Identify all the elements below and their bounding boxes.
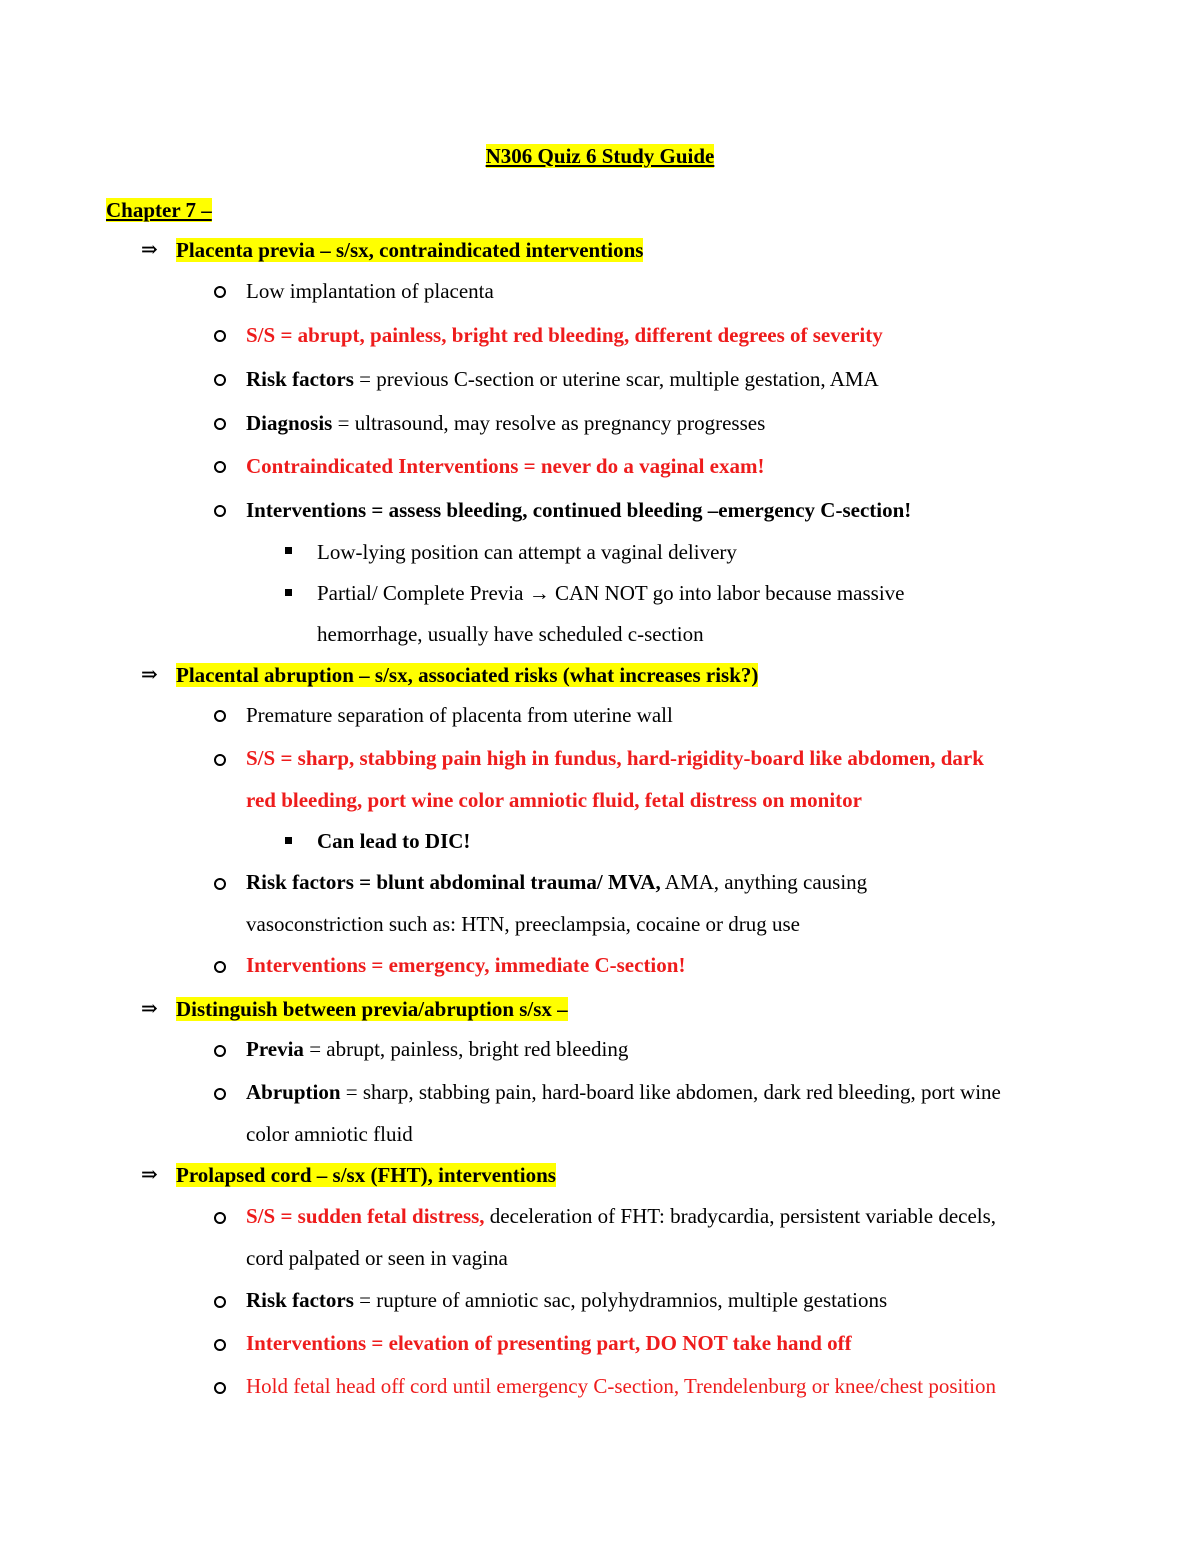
list-item: S/S = abrupt, painless, bright red bleeding, different degrees of severity: [246, 323, 883, 347]
circle-bullet-icon: [214, 1045, 226, 1057]
list-item: Interventions = emergency, immediate C-section!: [246, 953, 686, 977]
circle-bullet-icon: [214, 505, 226, 517]
list-item-continuation: red bleeding, port wine color amniotic fluid, fetal distress on monitor: [246, 788, 862, 812]
circle-bullet-icon: [214, 710, 226, 722]
list-item: S/S = sharp, stabbing pain high in fundus, hard-rigidity-board like abdomen, dark: [246, 746, 984, 770]
list-item: Interventions = assess bleeding, continued bleeding –emergency C-section!: [246, 498, 912, 522]
sub-list-item: Can lead to DIC!: [317, 829, 471, 853]
sub-list-item: Low-lying position can attempt a vaginal delivery: [317, 540, 737, 564]
list-item: Risk factors = previous C-section or uterine scar, multiple gestation, AMA: [246, 367, 879, 391]
list-item: Contraindicated Interventions = never do a vaginal exam!: [246, 454, 765, 478]
circle-bullet-icon: [214, 461, 226, 473]
list-item: S/S = sudden fetal distress, deceleration of FHT: bradycardia, persistent variable decels,: [246, 1204, 997, 1228]
list-item: Hold fetal head off cord until emergency C-section, Trendelenburg or knee/chest position: [246, 1374, 996, 1398]
list-item-continuation: color amniotic fluid: [246, 1122, 413, 1146]
double-arrow-bullet-icon: ⇒: [141, 664, 158, 686]
section-heading-prolapsed-cord: Prolapsed cord – s/sx (FHT), interventions: [176, 1163, 556, 1187]
square-bullet-icon: [285, 547, 292, 554]
circle-bullet-icon: [214, 1339, 226, 1351]
double-arrow-bullet-icon: ⇒: [141, 1164, 158, 1186]
chapter-text: Chapter 7 –: [106, 198, 212, 222]
section-heading-abruption: Placental abruption – s/sx, associated risks (what increases risk?): [176, 663, 759, 687]
circle-bullet-icon: [214, 330, 226, 342]
circle-bullet-icon: [214, 418, 226, 430]
circle-bullet-icon: [214, 1296, 226, 1308]
list-item: Low implantation of placenta: [246, 279, 494, 303]
list-item-continuation: cord palpated or seen in vagina: [246, 1246, 508, 1270]
circle-bullet-icon: [214, 754, 226, 766]
list-item: Diagnosis = ultrasound, may resolve as pregnancy progresses: [246, 411, 766, 435]
circle-bullet-icon: [214, 878, 226, 890]
list-item-continuation: vasoconstriction such as: HTN, preeclampsia, cocaine or drug use: [246, 912, 800, 936]
circle-bullet-icon: [214, 1088, 226, 1100]
list-item: Risk factors = rupture of amniotic sac, polyhydramnios, multiple gestations: [246, 1288, 888, 1312]
list-item: Risk factors = blunt abdominal trauma/ MVA, AMA, anything causing: [246, 870, 868, 894]
section-heading-distinguish: Distinguish between previa/abruption s/sx –: [176, 997, 568, 1021]
sub-list-item-continuation: hemorrhage, usually have scheduled c-section: [317, 622, 704, 646]
list-item: Abruption = sharp, stabbing pain, hard-board like abdomen, dark red bleeding, port wine: [246, 1080, 1001, 1104]
title-text: N306 Quiz 6 Study Guide: [485, 144, 715, 168]
list-item: Interventions = elevation of presenting part, DO NOT take hand off: [246, 1331, 852, 1355]
list-item: Premature separation of placenta from uterine wall: [246, 703, 673, 727]
list-item: Previa = abrupt, painless, bright red bleeding: [246, 1037, 629, 1061]
circle-bullet-icon: [214, 1382, 226, 1394]
circle-bullet-icon: [214, 286, 226, 298]
chapter-heading: [106, 197, 212, 223]
circle-bullet-icon: [214, 961, 226, 973]
sub-list-item: Partial/ Complete Previa → CAN NOT go into labor because massive: [317, 581, 905, 605]
section-heading-previa: Placenta previa – s/sx, contraindicated interventions: [176, 238, 644, 262]
double-arrow-bullet-icon: ⇒: [141, 998, 158, 1020]
square-bullet-icon: [285, 837, 292, 844]
circle-bullet-icon: [214, 1212, 226, 1224]
circle-bullet-icon: [214, 374, 226, 386]
double-arrow-bullet-icon: ⇒: [141, 239, 158, 261]
square-bullet-icon: [285, 589, 292, 596]
page-title: [0, 143, 1200, 169]
